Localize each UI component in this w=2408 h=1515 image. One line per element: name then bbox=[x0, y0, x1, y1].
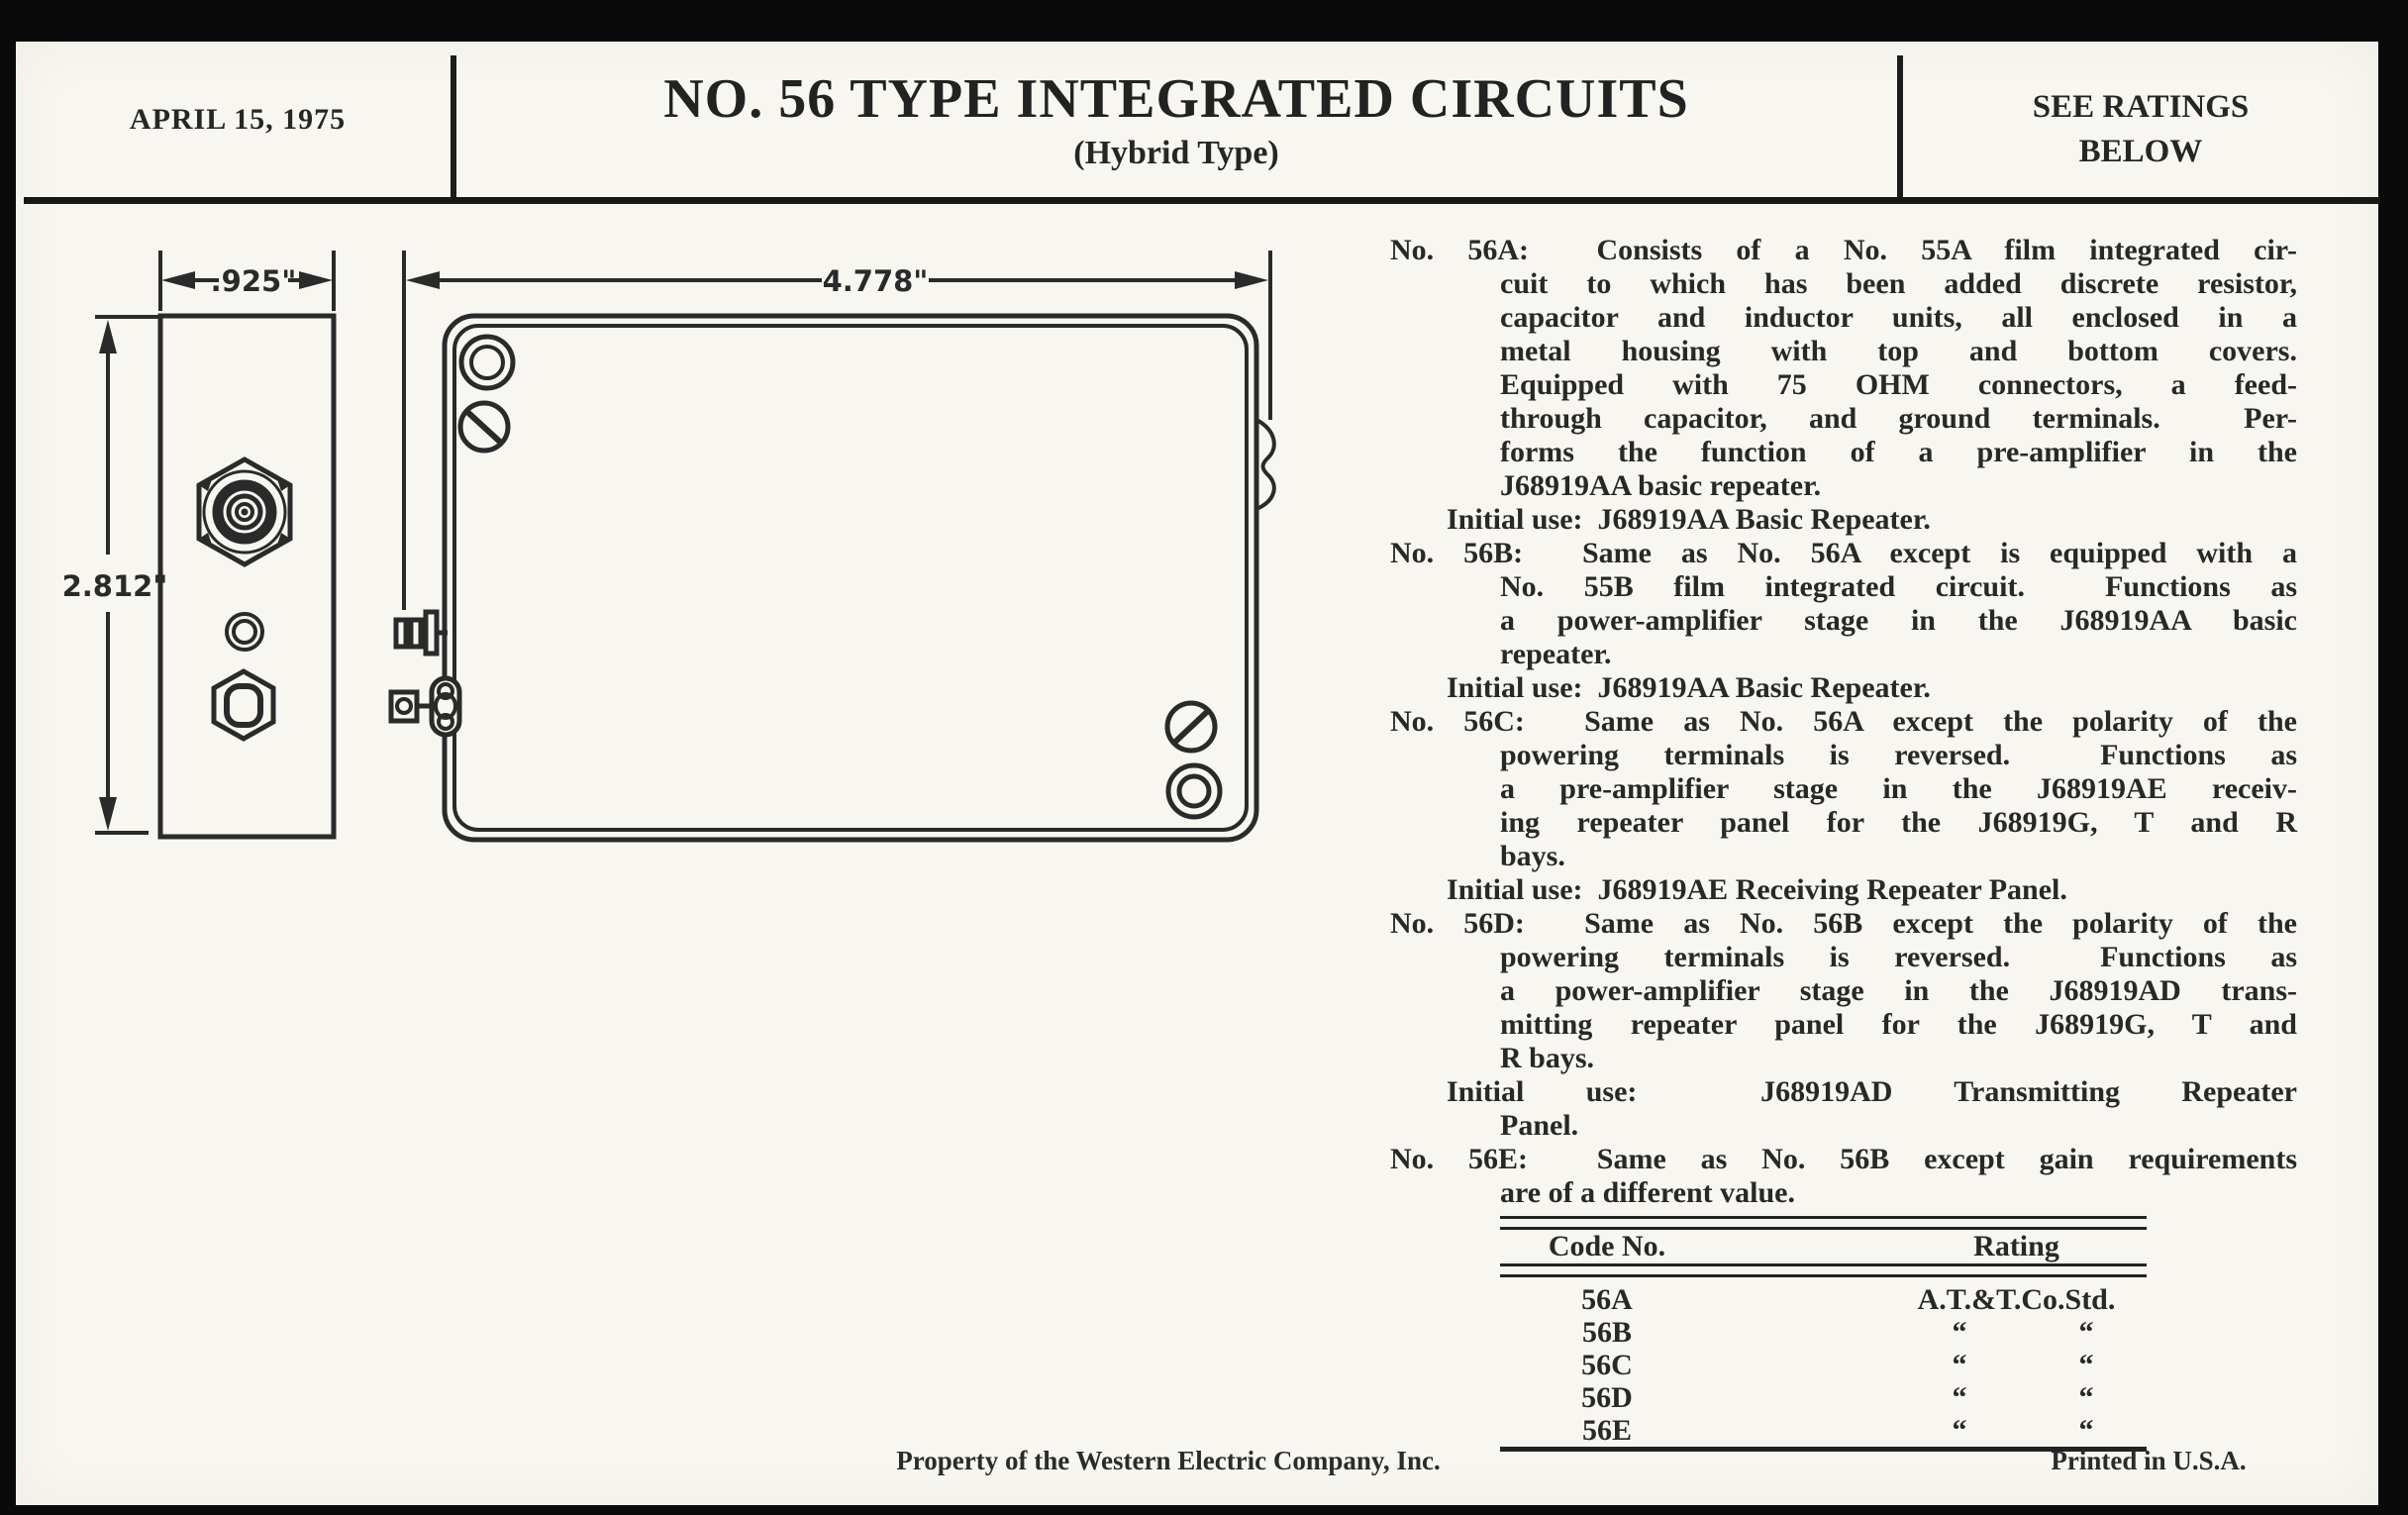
code-cell: 56C bbox=[1581, 1349, 1633, 1381]
spec-text-line: forms the function of a pre-amplifier in the bbox=[1500, 436, 2297, 468]
spec-text-line: capacitor and inductor units, all enclosed in a bbox=[1500, 301, 2297, 334]
table-row bbox=[1500, 1283, 2147, 1316]
page-title: NO. 56 TYPE INTEGRATED CIRCUITS bbox=[663, 68, 1689, 130]
code-cell: 56B bbox=[1581, 1316, 1632, 1349]
spec-text-line: No. 56C: Same as No. 56A except the polarity of the bbox=[1390, 705, 2297, 738]
code-cell: 56D bbox=[1581, 1381, 1633, 1414]
ditto-mark: “ bbox=[2078, 1381, 2094, 1414]
code-cell: 56A bbox=[1581, 1283, 1633, 1316]
table-row bbox=[1500, 1349, 2147, 1381]
spec-text-line: are of a different value. bbox=[1500, 1176, 1795, 1209]
side-height-dimension bbox=[62, 317, 168, 833]
housing-outline bbox=[445, 316, 1256, 840]
spec-text-line: powering terminals is reversed. Functions as bbox=[1500, 739, 2297, 771]
table-row bbox=[1500, 1381, 2147, 1414]
ratings-table bbox=[1500, 1216, 2147, 1452]
spec-text-line: through capacitor, and ground terminals. Per- bbox=[1500, 402, 2297, 435]
arrow-left-icon bbox=[406, 271, 440, 289]
spec-text-line: No. 56A: Consists of a No. 55A film integrated cir- bbox=[1390, 234, 2297, 266]
table-row bbox=[1500, 1414, 2147, 1447]
table-body bbox=[1500, 1277, 2147, 1447]
spec-text-line: bays. bbox=[1500, 840, 1565, 872]
spec-text-line: J68919AA basic repeater. bbox=[1500, 469, 1822, 502]
table-row bbox=[1500, 1316, 2147, 1349]
front-width-label: 4.778" bbox=[822, 264, 929, 298]
spec-text-line: R bays. bbox=[1500, 1042, 1595, 1074]
spec-text-line: No. 56E: Same as No. 56B except gain requirements bbox=[1390, 1143, 2297, 1175]
screw-top-left-icon bbox=[460, 403, 508, 451]
property-notice: Property of the Western Electric Company, Inc. bbox=[896, 1446, 1441, 1475]
connector-bottom-right-icon bbox=[1168, 765, 1220, 817]
arrow-down-icon bbox=[99, 797, 117, 831]
spec-text-line: a pre-amplifier stage in the J68919AE receiv- bbox=[1500, 772, 2297, 805]
ditto-mark: “ bbox=[2078, 1349, 2094, 1381]
table-header-row bbox=[1500, 1230, 2147, 1263]
hex-nut-icon bbox=[214, 671, 273, 739]
terminal-circle-icon bbox=[227, 614, 262, 650]
spec-text-line: No. 56D: Same as No. 56B except the polarity of the bbox=[1390, 907, 2297, 940]
type-descriptions bbox=[1390, 234, 2297, 1210]
screw-bottom-right-icon bbox=[1167, 703, 1215, 751]
spec-text-line: Initial use: J68919AA Basic Repeater. bbox=[1447, 671, 1931, 704]
side-width-label: .925" bbox=[210, 264, 297, 298]
side-height-label: 2.812" bbox=[61, 569, 168, 603]
ditto-mark: “ bbox=[2078, 1414, 2094, 1447]
table-rule-header bbox=[1500, 1263, 2147, 1277]
printed-notice: Printed in U.S.A. bbox=[2051, 1446, 2247, 1475]
spec-text-line: No. 55B film integrated circuit. Functions as bbox=[1500, 570, 2297, 603]
spec-text-line: Initial use: J68919AD Transmitting Repeater bbox=[1447, 1075, 2297, 1108]
arrow-left-icon bbox=[161, 271, 195, 289]
table-rule-top bbox=[1500, 1216, 2147, 1230]
code-cell: 56E bbox=[1581, 1414, 1632, 1447]
ditto-mark: “ bbox=[1952, 1381, 1967, 1414]
ditto-mark: “ bbox=[1952, 1316, 1967, 1349]
spec-text-line: mitting repeater panel for the J68919G, T and bbox=[1500, 1008, 2297, 1041]
ditto-mark: “ bbox=[1952, 1414, 1967, 1447]
spec-text-line: cuit to which has been added discrete resistor, bbox=[1500, 267, 2297, 300]
coax-connector-icon bbox=[199, 459, 290, 564]
side-view-outline bbox=[160, 316, 334, 837]
ditto-mark: “ bbox=[1952, 1349, 1967, 1381]
feedthrough-capacitor-icon bbox=[396, 612, 448, 654]
ratings-note-line2: BELOW bbox=[2078, 134, 2203, 169]
header-date: APRIL 15, 1975 bbox=[129, 103, 347, 136]
table-header-rating: Rating bbox=[1973, 1230, 2059, 1262]
rating-cell: A.T.&T.Co.Std. bbox=[1917, 1283, 2116, 1316]
ground-terminal-icon bbox=[391, 678, 459, 735]
housing-inner-outline bbox=[454, 326, 1247, 830]
spec-text-line: a power-amplifier stage in the J68919AD trans- bbox=[1500, 974, 2297, 1007]
mounting-clip-right bbox=[1256, 420, 1274, 509]
ditto-mark: “ bbox=[2078, 1316, 2094, 1349]
spec-text-line: a power-amplifier stage in the J68919AA basic bbox=[1500, 604, 2297, 637]
spec-text-line: Equipped with 75 OHM connectors, a feed- bbox=[1500, 368, 2297, 401]
arrow-right-icon bbox=[1235, 271, 1268, 289]
spec-text-line: repeater. bbox=[1500, 638, 1612, 670]
arrow-right-icon bbox=[299, 271, 333, 289]
side-width-dimension bbox=[160, 251, 334, 311]
front-view-drawing bbox=[391, 251, 1274, 840]
arrow-up-icon bbox=[99, 320, 117, 354]
front-width-dimension bbox=[404, 251, 1270, 610]
spec-text-line: powering terminals is reversed. Functions as bbox=[1500, 941, 2297, 973]
spec-text-line: ing repeater panel for the J68919G, T and R bbox=[1500, 806, 2297, 839]
spec-text-line: Panel. bbox=[1500, 1109, 1579, 1142]
side-view-drawing bbox=[62, 251, 334, 837]
page-subtitle: (Hybrid Type) bbox=[1073, 135, 1279, 171]
spec-text-line: Initial use: J68919AA Basic Repeater. bbox=[1447, 503, 1931, 536]
connector-top-left-icon bbox=[461, 337, 513, 388]
spec-text-line: Initial use: J68919AE Receiving Repeater Panel. bbox=[1447, 873, 2067, 906]
spec-text-line: metal housing with top and bottom covers. bbox=[1500, 335, 2297, 367]
table-header-code: Code No. bbox=[1548, 1230, 1666, 1262]
spec-text-line: No. 56B: Same as No. 56A except is equipped with a bbox=[1390, 537, 2297, 569]
ratings-note-line1: SEE RATINGS bbox=[2032, 89, 2250, 125]
